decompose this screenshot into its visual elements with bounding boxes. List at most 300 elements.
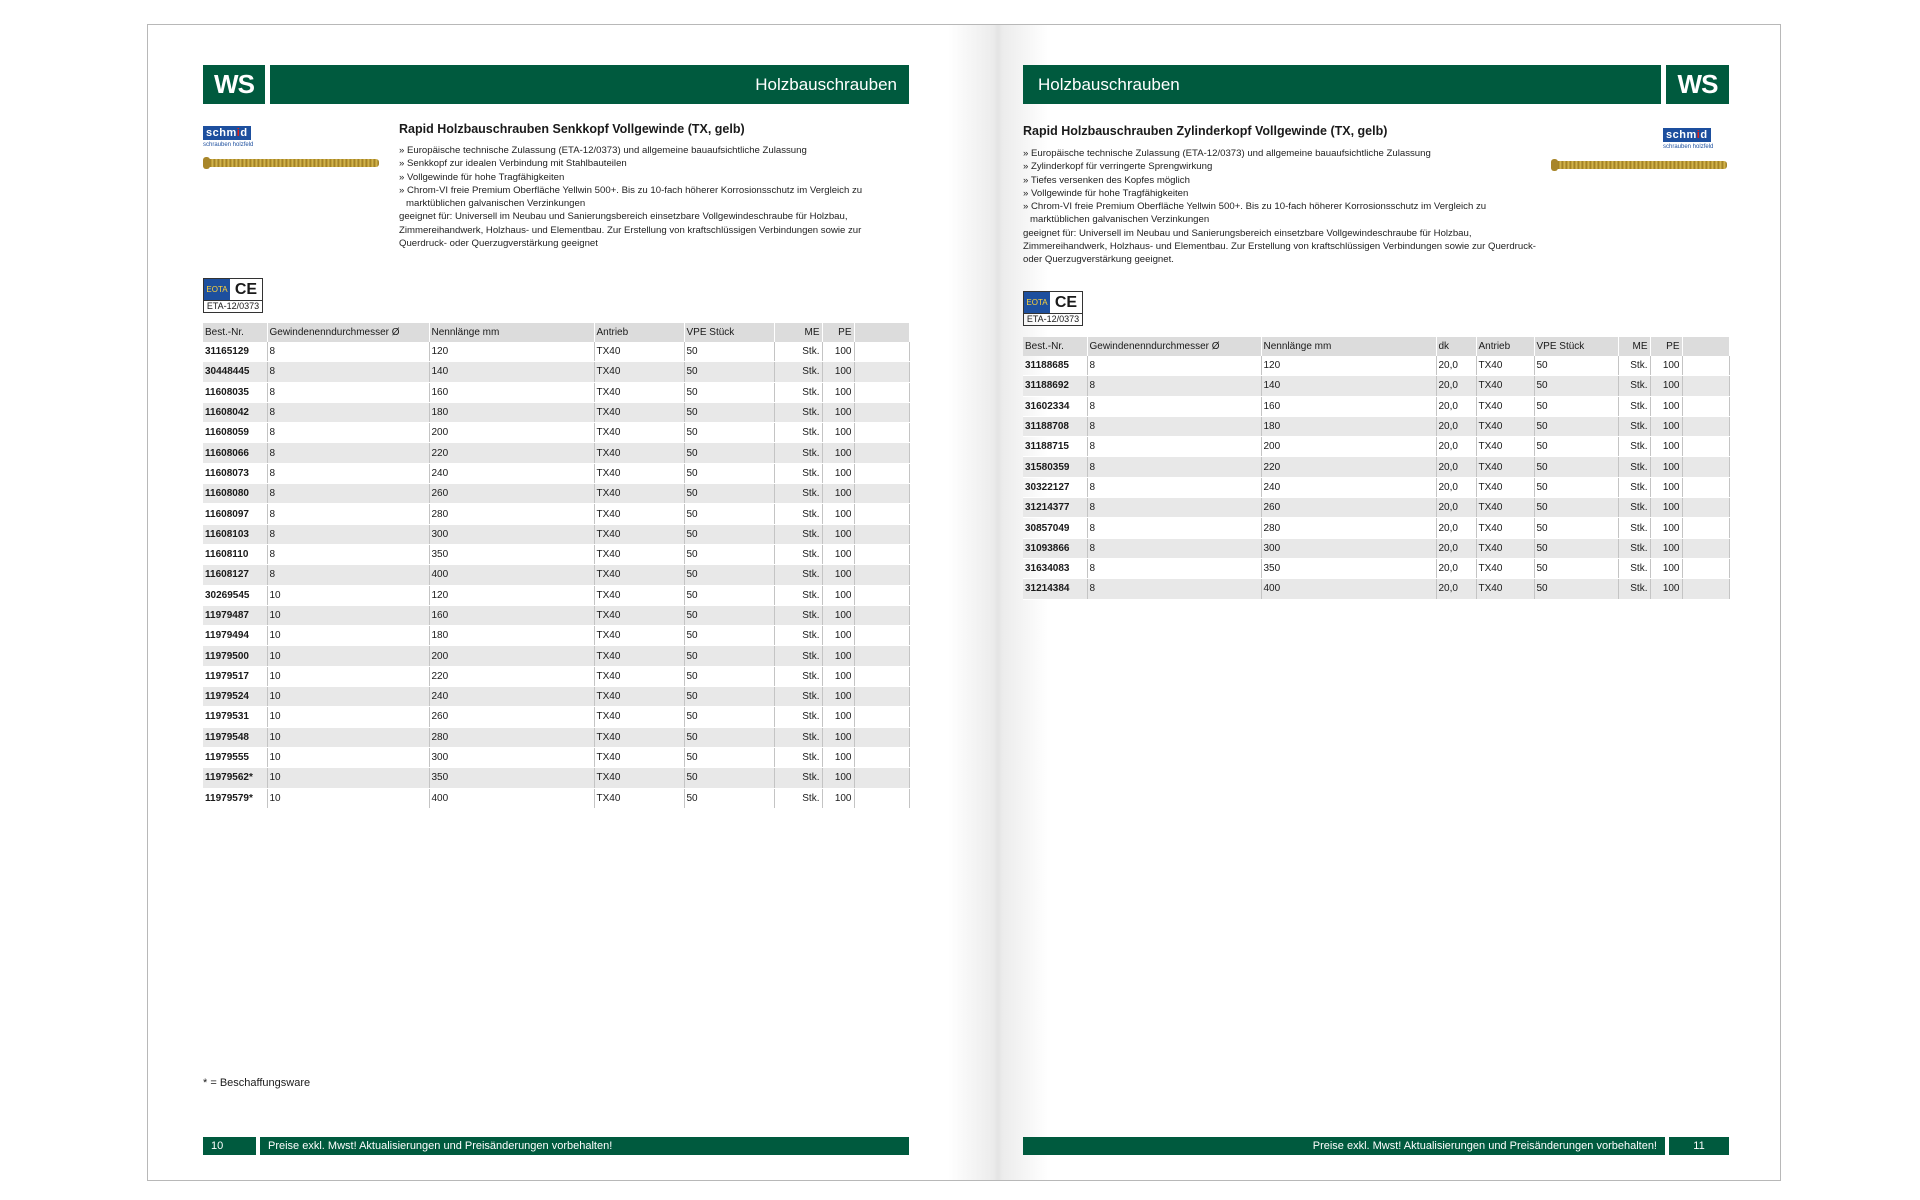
table-cell: 100 xyxy=(822,524,854,544)
table-cell-spacer xyxy=(854,666,909,686)
order-number-cell: 11979500 xyxy=(203,646,267,666)
table-header xyxy=(203,323,909,342)
table-cell: TX40 xyxy=(1476,477,1534,497)
table-cell: 100 xyxy=(1650,376,1682,396)
table-cell-spacer xyxy=(854,626,909,646)
table-cell: 50 xyxy=(684,504,774,524)
table-cell: TX40 xyxy=(594,747,684,767)
table-row xyxy=(1023,457,1729,477)
table-row xyxy=(203,666,909,686)
table-cell: 50 xyxy=(1534,356,1618,376)
table-cell: 8 xyxy=(1087,376,1261,396)
table-cell-spacer xyxy=(854,443,909,463)
column-header-spacer xyxy=(1682,337,1729,356)
table-cell: 20,0 xyxy=(1436,538,1476,558)
table-cell: 100 xyxy=(822,605,854,625)
table-cell: 240 xyxy=(429,463,594,483)
table-cell-spacer xyxy=(1682,518,1729,538)
table-cell: 8 xyxy=(267,463,429,483)
table-cell: 240 xyxy=(1261,477,1436,497)
suitable-text: geeignet für: Universell im Neubau und Sanierungsbereich einsetzbare Vollgewindeschraube für Holzbau, Zimmereihandwerk, Holzhaus- und Elementbau. Zur Erstellung von kraftschlüssigen Verbindungen sowie zur Querdruck- oder Querzugverstärkung geeignet xyxy=(399,211,862,250)
table-cell: 50 xyxy=(1534,538,1618,558)
ce-certificate xyxy=(1023,291,1083,326)
table-cell: 50 xyxy=(684,788,774,808)
table-row xyxy=(1023,437,1729,457)
table-cell: TX40 xyxy=(594,544,684,564)
table-cell: 100 xyxy=(822,646,854,666)
table-cell: Stk. xyxy=(774,727,822,747)
page-footer xyxy=(1023,1137,1729,1155)
table-cell: 8 xyxy=(267,382,429,402)
table-cell: 50 xyxy=(1534,396,1618,416)
column-header: Nennlänge mm xyxy=(429,323,594,342)
table-cell: 10 xyxy=(267,747,429,767)
table-cell: TX40 xyxy=(594,768,684,788)
table-cell: 140 xyxy=(1261,376,1436,396)
table-cell: 20,0 xyxy=(1436,558,1476,578)
ws-logo: WS xyxy=(203,65,265,104)
table-cell-spacer xyxy=(1682,558,1729,578)
table-cell-spacer xyxy=(1682,579,1729,599)
column-header: Antrieb xyxy=(594,323,684,342)
table-cell: 10 xyxy=(267,707,429,727)
table-cell: 120 xyxy=(429,342,594,362)
table-cell: TX40 xyxy=(1476,457,1534,477)
table-cell-spacer xyxy=(854,605,909,625)
order-number-cell: 31188692 xyxy=(1023,376,1087,396)
table-cell: 50 xyxy=(684,524,774,544)
table-row xyxy=(203,788,909,808)
table-cell: 20,0 xyxy=(1436,376,1476,396)
table-cell: 160 xyxy=(1261,396,1436,416)
table-cell-spacer xyxy=(854,382,909,402)
table-cell: Stk. xyxy=(774,362,822,382)
bullet: » Europäische technische Zulassung (ETA-12/0373) und allgemeine bauaufsichtliche Zulassung xyxy=(1023,148,1431,159)
section-title-text: Holzbauschrauben xyxy=(1038,74,1180,94)
table-cell: TX40 xyxy=(594,402,684,422)
order-number-cell: 11979548 xyxy=(203,727,267,747)
table-cell: 120 xyxy=(1261,356,1436,376)
order-number-cell: 11608110 xyxy=(203,544,267,564)
table-cell: 100 xyxy=(822,626,854,646)
table-row xyxy=(1023,396,1729,416)
table-cell-spacer xyxy=(854,544,909,564)
table-cell: TX40 xyxy=(594,585,684,605)
table-cell: TX40 xyxy=(594,646,684,666)
column-header: VPE Stück xyxy=(684,323,774,342)
table-cell: 8 xyxy=(267,565,429,585)
table-cell: 50 xyxy=(1534,558,1618,578)
table-cell: Stk. xyxy=(1618,416,1650,436)
table-cell-spacer xyxy=(854,423,909,443)
catalog-spread xyxy=(147,24,1781,1181)
order-number-cell: 11608066 xyxy=(203,443,267,463)
table-cell: 8 xyxy=(267,402,429,422)
table-cell: 50 xyxy=(684,342,774,362)
table-cell: 50 xyxy=(1534,579,1618,599)
table-cell: TX40 xyxy=(1476,498,1534,518)
table-cell: TX40 xyxy=(594,565,684,585)
table-cell: 50 xyxy=(1534,376,1618,396)
table-cell-spacer xyxy=(854,484,909,504)
table-cell: 100 xyxy=(1650,518,1682,538)
table-cell-spacer xyxy=(854,342,909,362)
table-cell: 50 xyxy=(684,585,774,605)
table-cell: Stk. xyxy=(774,504,822,524)
table-cell: 8 xyxy=(1087,498,1261,518)
table-cell: 20,0 xyxy=(1436,356,1476,376)
product-table xyxy=(203,323,910,809)
table-cell: 100 xyxy=(1650,558,1682,578)
table-cell: 100 xyxy=(1650,457,1682,477)
table-cell: TX40 xyxy=(594,484,684,504)
table-cell: TX40 xyxy=(594,423,684,443)
table-cell: 10 xyxy=(267,585,429,605)
section-title xyxy=(1023,65,1661,104)
table-cell: Stk. xyxy=(1618,376,1650,396)
table-cell-spacer xyxy=(1682,376,1729,396)
table-row xyxy=(203,402,909,422)
table-cell: 100 xyxy=(1650,579,1682,599)
table-cell: TX40 xyxy=(594,605,684,625)
table-cell: TX40 xyxy=(1476,396,1534,416)
table-cell: 20,0 xyxy=(1436,396,1476,416)
table-cell: 100 xyxy=(1650,437,1682,457)
table-cell: 350 xyxy=(429,768,594,788)
table-row xyxy=(203,463,909,483)
table-cell: 100 xyxy=(822,747,854,767)
table-cell: Stk. xyxy=(774,626,822,646)
order-number-cell: 30857049 xyxy=(1023,518,1087,538)
table-cell: 50 xyxy=(684,463,774,483)
table-cell: TX40 xyxy=(594,463,684,483)
table-cell: 50 xyxy=(684,666,774,686)
column-header: PE xyxy=(822,323,854,342)
table-cell-spacer xyxy=(854,504,909,524)
table-header xyxy=(1023,337,1729,356)
brand-logo-mark: schmid xyxy=(203,126,251,140)
table-cell: 50 xyxy=(684,544,774,564)
column-header: PE xyxy=(1650,337,1682,356)
table-cell: Stk. xyxy=(1618,477,1650,497)
table-cell: 50 xyxy=(684,747,774,767)
table-cell-spacer xyxy=(854,524,909,544)
table-cell: Stk. xyxy=(774,768,822,788)
table-cell: TX40 xyxy=(1476,558,1534,578)
table-cell: Stk. xyxy=(774,788,822,808)
table-cell: Stk. xyxy=(1618,538,1650,558)
column-header: Best.-Nr. xyxy=(1023,337,1087,356)
table-row xyxy=(203,443,909,463)
table-cell: 50 xyxy=(684,443,774,463)
table-cell: 10 xyxy=(267,788,429,808)
table-cell: 20,0 xyxy=(1436,457,1476,477)
table-row xyxy=(1023,538,1729,558)
table-cell: 280 xyxy=(429,504,594,524)
table-row xyxy=(1023,356,1729,376)
order-number-cell: 30322127 xyxy=(1023,477,1087,497)
table-cell: 100 xyxy=(822,707,854,727)
bullet: » Vollgewinde für hohe Tragfähigkeiten xyxy=(1023,187,1189,199)
table-cell: 350 xyxy=(429,544,594,564)
table-cell: Stk. xyxy=(774,646,822,666)
table-cell: 50 xyxy=(684,727,774,747)
order-number-cell: 31188708 xyxy=(1023,416,1087,436)
order-number-cell: 11608127 xyxy=(203,565,267,585)
product-description xyxy=(399,144,909,250)
table-cell: 260 xyxy=(1261,498,1436,518)
table-cell-spacer xyxy=(854,585,909,605)
table-row xyxy=(203,585,909,605)
table-cell: TX40 xyxy=(594,788,684,808)
table-cell: 100 xyxy=(822,402,854,422)
order-number-cell: 11979494 xyxy=(203,626,267,646)
table-row xyxy=(1023,579,1729,599)
table-cell: 180 xyxy=(1261,416,1436,436)
table-cell: TX40 xyxy=(594,362,684,382)
table-cell: 8 xyxy=(1087,538,1261,558)
table-cell: 50 xyxy=(684,626,774,646)
table-cell: 8 xyxy=(1087,477,1261,497)
table-row xyxy=(203,504,909,524)
screw-image xyxy=(207,159,379,167)
table-cell: 220 xyxy=(429,443,594,463)
order-number-cell: 11979579* xyxy=(203,788,267,808)
footer-text: Preise exkl. Mwst! Aktualisierungen und Preisänderungen vorbehalten! xyxy=(268,1140,613,1152)
column-header: Nennlänge mm xyxy=(1261,337,1436,356)
column-header: ME xyxy=(1618,337,1650,356)
table-row xyxy=(203,626,909,646)
table-cell: TX40 xyxy=(594,524,684,544)
table-cell: 280 xyxy=(1261,518,1436,538)
table-row xyxy=(203,423,909,443)
table-cell: 100 xyxy=(822,544,854,564)
table-cell: 50 xyxy=(684,362,774,382)
table-cell: Stk. xyxy=(1618,558,1650,578)
table-cell: 100 xyxy=(822,382,854,402)
order-number-cell: 11979517 xyxy=(203,666,267,686)
table-cell: 120 xyxy=(429,585,594,605)
order-number-cell: 11608073 xyxy=(203,463,267,483)
order-number-cell: 11979531 xyxy=(203,707,267,727)
table-cell: TX40 xyxy=(1476,376,1534,396)
column-header: Antrieb xyxy=(1476,337,1534,356)
left-page xyxy=(203,25,923,1180)
table-cell-spacer xyxy=(854,646,909,666)
table-cell: 100 xyxy=(822,666,854,686)
page-number: 10 xyxy=(211,1140,224,1152)
order-number-cell: 11979555 xyxy=(203,747,267,767)
table-cell: 8 xyxy=(267,524,429,544)
product-table xyxy=(1023,337,1730,600)
table-cell: 50 xyxy=(684,768,774,788)
table-row xyxy=(203,382,909,402)
table-cell: 100 xyxy=(822,565,854,585)
table-cell: 100 xyxy=(822,504,854,524)
table-cell: Stk. xyxy=(1618,518,1650,538)
ce-mark-icon: CE xyxy=(234,280,258,298)
table-cell: TX40 xyxy=(594,626,684,646)
table-cell: 350 xyxy=(1261,558,1436,578)
table-cell: TX40 xyxy=(1476,356,1534,376)
table-row xyxy=(1023,518,1729,538)
table-row xyxy=(203,524,909,544)
table-cell: 10 xyxy=(267,605,429,625)
product-description xyxy=(1023,147,1543,267)
table-cell: Stk. xyxy=(774,342,822,362)
bullet: » Chrom-VI freie Premium Oberfläche Yellwin 500+. Bis zu 10-fach höherer Korrosionsschutz im Vergleich zu xyxy=(1023,201,1487,213)
table-cell-spacer xyxy=(854,768,909,788)
table-cell: Stk. xyxy=(774,463,822,483)
order-number-cell: 11979562* xyxy=(203,768,267,788)
table-cell-spacer xyxy=(1682,477,1729,497)
order-number-cell: 11608097 xyxy=(203,504,267,524)
table-cell: 100 xyxy=(822,484,854,504)
table-cell: 400 xyxy=(1261,579,1436,599)
table-cell-spacer xyxy=(854,402,909,422)
table-cell: Stk. xyxy=(1618,457,1650,477)
product-title: Rapid Holzbauschrauben Zylinderkopf Vollgewinde (TX, gelb) xyxy=(1023,124,1388,138)
table-cell: 220 xyxy=(429,666,594,686)
table-cell: 100 xyxy=(822,443,854,463)
table-cell: 10 xyxy=(267,626,429,646)
ws-logo: WS xyxy=(1666,65,1729,104)
table-cell: 50 xyxy=(684,402,774,422)
table-cell: 180 xyxy=(429,626,594,646)
table-cell: 100 xyxy=(822,423,854,443)
order-number-cell: 11979524 xyxy=(203,687,267,707)
table-cell: 100 xyxy=(822,687,854,707)
table-row xyxy=(203,646,909,666)
table-cell: 50 xyxy=(684,484,774,504)
table-cell: Stk. xyxy=(1618,498,1650,518)
table-cell: TX40 xyxy=(594,504,684,524)
table-cell: 8 xyxy=(267,342,429,362)
table-cell: Stk. xyxy=(1618,579,1650,599)
table-cell: 50 xyxy=(684,605,774,625)
table-cell: TX40 xyxy=(594,382,684,402)
table-cell: TX40 xyxy=(594,687,684,707)
table-cell-spacer xyxy=(1682,356,1729,376)
table-cell: 300 xyxy=(429,747,594,767)
page-footer xyxy=(203,1137,909,1155)
table-cell: 100 xyxy=(822,342,854,362)
table-cell: Stk. xyxy=(774,687,822,707)
table-cell: 8 xyxy=(1087,396,1261,416)
table-cell: TX40 xyxy=(1476,437,1534,457)
section-title-text: Holzbauschrauben xyxy=(755,74,897,94)
table-cell: Stk. xyxy=(774,382,822,402)
table-cell: Stk. xyxy=(774,666,822,686)
table-cell: 50 xyxy=(1534,498,1618,518)
bullet: » Vollgewinde für hohe Tragfähigkeiten xyxy=(399,171,565,183)
table-cell: 100 xyxy=(1650,356,1682,376)
table-cell: Stk. xyxy=(774,484,822,504)
table-cell: 8 xyxy=(267,484,429,504)
table-cell: Stk. xyxy=(774,402,822,422)
table-cell: 240 xyxy=(429,687,594,707)
table-row xyxy=(203,484,909,504)
order-number-cell: 11979487 xyxy=(203,605,267,625)
order-number-cell: 30448445 xyxy=(203,362,267,382)
brand-logo-sub: schrauben holzfeld xyxy=(1663,144,1714,150)
table-cell: Stk. xyxy=(774,605,822,625)
order-number-cell: 31602334 xyxy=(1023,396,1087,416)
order-number-cell: 11608042 xyxy=(203,402,267,422)
table-row xyxy=(1023,416,1729,436)
column-header: Best.-Nr. xyxy=(203,323,267,342)
table-cell: 8 xyxy=(267,362,429,382)
table-cell-spacer xyxy=(854,687,909,707)
table-cell: 100 xyxy=(1650,538,1682,558)
table-cell: 100 xyxy=(822,788,854,808)
table-cell: 50 xyxy=(1534,416,1618,436)
table-cell-spacer xyxy=(854,707,909,727)
table-cell: Stk. xyxy=(1618,356,1650,376)
table-cell: Stk. xyxy=(774,544,822,564)
table-cell-spacer xyxy=(1682,396,1729,416)
table-cell: Stk. xyxy=(774,585,822,605)
table-cell: 100 xyxy=(822,463,854,483)
order-number-cell: 11608059 xyxy=(203,423,267,443)
right-page xyxy=(1023,25,1743,1180)
brand-logo-sub: schrauben holzfeld xyxy=(203,142,254,148)
table-cell-spacer xyxy=(854,727,909,747)
table-row xyxy=(203,605,909,625)
table-cell-spacer xyxy=(854,463,909,483)
brand-logo xyxy=(203,123,253,148)
table-cell: Stk. xyxy=(774,423,822,443)
table-cell: Stk. xyxy=(774,524,822,544)
table-cell: 8 xyxy=(1087,518,1261,538)
table-cell: 50 xyxy=(1534,518,1618,538)
table-cell: 10 xyxy=(267,666,429,686)
table-cell: 50 xyxy=(684,382,774,402)
table-cell-spacer xyxy=(854,362,909,382)
table-row xyxy=(203,362,909,382)
table-cell: 260 xyxy=(429,484,594,504)
table-cell: 400 xyxy=(429,788,594,808)
table-cell: 220 xyxy=(1261,457,1436,477)
table-cell: 100 xyxy=(822,768,854,788)
table-cell: 50 xyxy=(1534,477,1618,497)
table-cell: 8 xyxy=(1087,416,1261,436)
column-header: VPE Stück xyxy=(1534,337,1618,356)
table-cell: 260 xyxy=(429,707,594,727)
table-row xyxy=(203,768,909,788)
order-number-cell: 31634083 xyxy=(1023,558,1087,578)
table-cell-spacer xyxy=(854,747,909,767)
table-cell: 20,0 xyxy=(1436,477,1476,497)
table-cell: TX40 xyxy=(1476,538,1534,558)
table-cell: 140 xyxy=(429,362,594,382)
table-cell: 200 xyxy=(429,423,594,443)
bullet: marktüblichen galvanischen Verzinkungen xyxy=(1030,214,1210,226)
table-cell-spacer xyxy=(1682,416,1729,436)
table-row xyxy=(203,727,909,747)
table-cell: 50 xyxy=(684,565,774,585)
cert-label: ETA-12/0373 xyxy=(203,301,263,313)
table-row xyxy=(203,707,909,727)
table-cell: 180 xyxy=(429,402,594,422)
bullet: » Senkkopf zur idealen Verbindung mit Stahlbauteilen xyxy=(399,158,627,170)
table-cell: 300 xyxy=(1261,538,1436,558)
table-cell: 20,0 xyxy=(1436,518,1476,538)
table-cell: 100 xyxy=(1650,416,1682,436)
order-number-cell: 11608080 xyxy=(203,484,267,504)
table-cell: 50 xyxy=(684,687,774,707)
table-cell: 50 xyxy=(1534,457,1618,477)
